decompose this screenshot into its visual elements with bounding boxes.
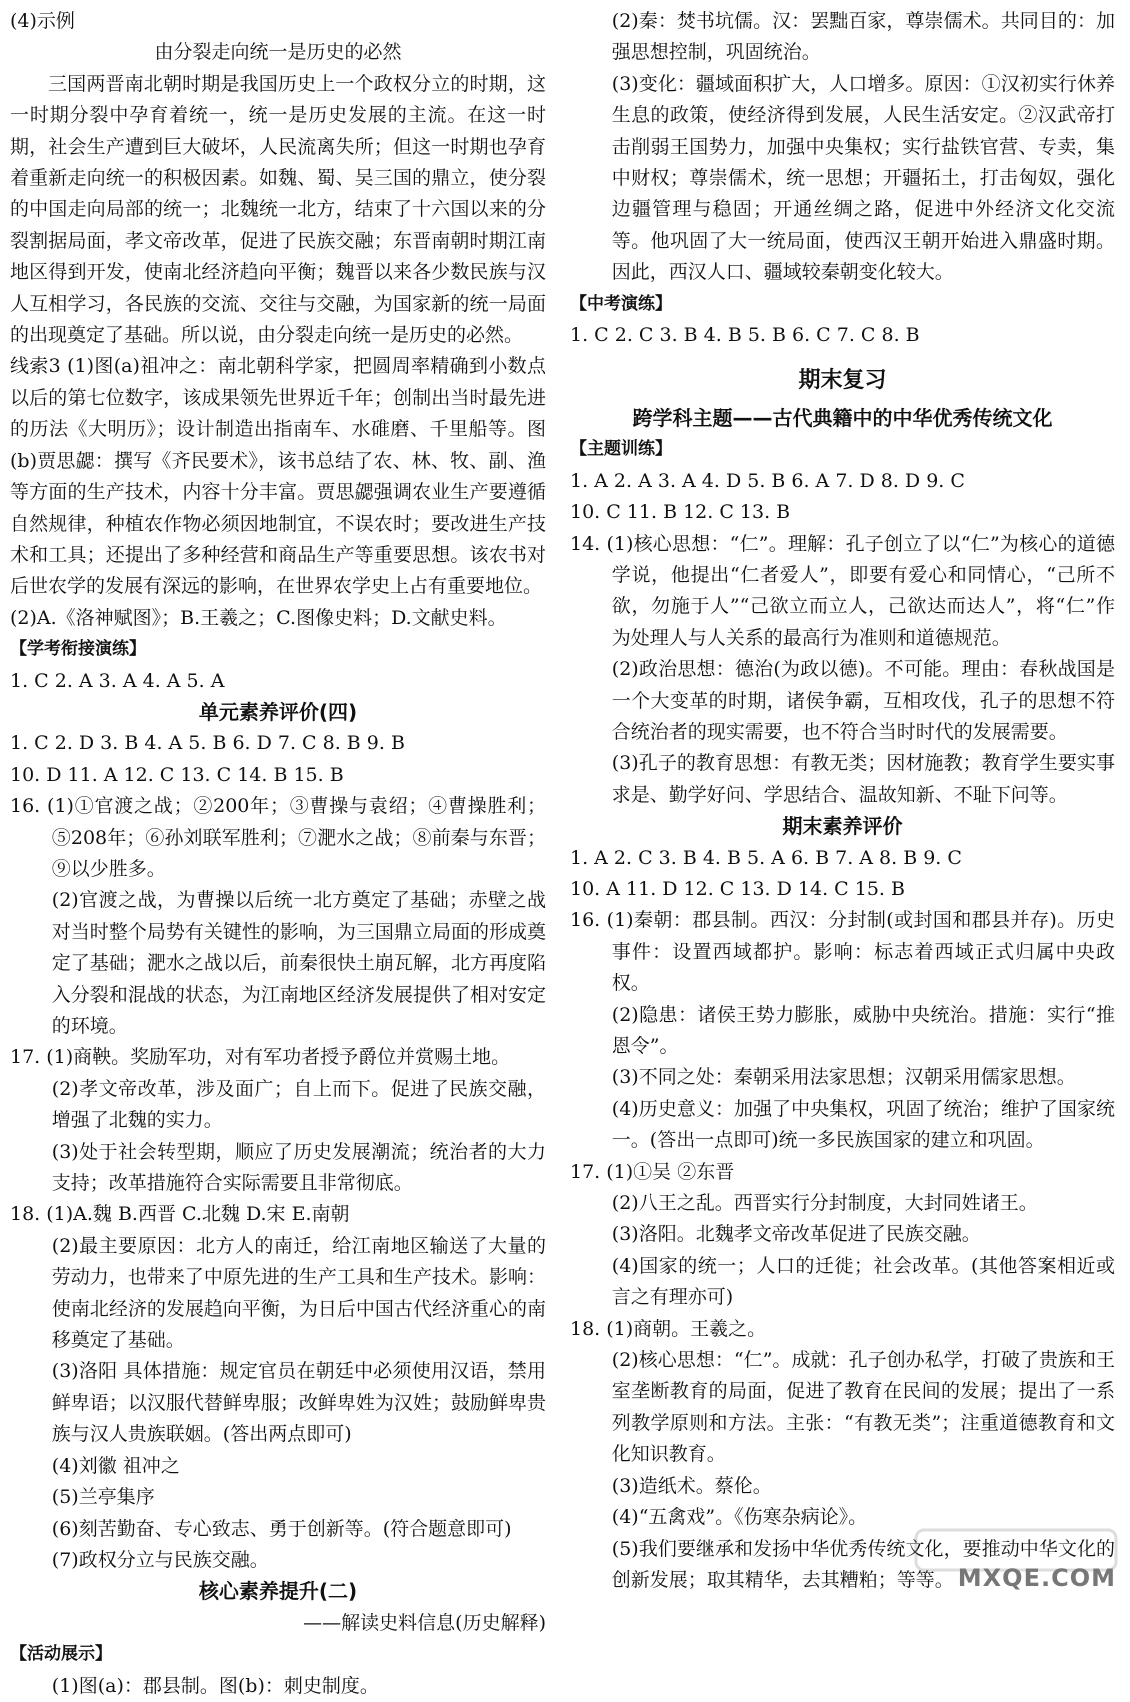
final-q17-part-1: 17. (1)①吴 ②东晋 — [570, 1160, 735, 1183]
final-q18-part-5: (5)我们要继承和发扬中华优秀传统文化，要推动中华文化的创新发展；取其精华，去其糟粕；等等。 — [611, 1537, 1115, 1591]
section-label-theme: 【主题训练】 — [570, 439, 672, 460]
choice-answers: 10. C 11. B 12. C 13. B — [570, 501, 791, 524]
q17-part-3: (3)处于社会转型期，顺应了历史发展潮流；统治者的大力支持；改革措施符合实际需要且非常彻底。 — [51, 1140, 546, 1195]
q18-part-6: (6)刻苦勤奋、专心致志、勇于创新等。(符合题意即可) — [51, 1517, 512, 1540]
final-q18-part-3: (3)造纸术。蔡伦。 — [611, 1474, 772, 1497]
choice-answers: 1. C 2. A 3. A 4. A 5. A — [10, 669, 225, 692]
clue-3-part-2: (2)A.《洛神赋图》；B.王羲之；C.图像史料；D.文献史料。 — [10, 606, 507, 629]
section-label-zhongkao: 【中考演练】 — [570, 293, 672, 314]
core-literacy-subheading: ——解读史料信息(历史解释) — [303, 1611, 546, 1634]
section-label-activity: 【活动展示】 — [10, 1644, 112, 1665]
core-literacy-heading: 核心素养提升(二) — [198, 1579, 358, 1604]
q14-part-1: 14. (1)核心思想：“仁”。理解：孔子创立了以“仁”为核心的道德学说，他提出“仁者爱人”，即要有爱心和同情心，“己所不欲，勿施于人”“己欲立而立人，己欲达而达人”，将“仁”作为处理人与人关系的最高行为准则和道德规范。 — [570, 532, 1115, 649]
final-q18-part-2: (2)核心思想：“仁”。成就：孔子创办私学，打破了贵族和王室垄断教育的局面，促进了教育在民间的发展；提出了一系列教学原则和方法。主张：“有教无类”；注重道德教育和文化知识教育。 — [611, 1349, 1115, 1466]
choice-answers: 1. C 2. D 3. B 4. A 5. B 6. D 7. C 8. B 9. B — [10, 732, 405, 755]
choice-answers: 10. A 11. D 12. C 13. D 14. C 15. B — [570, 877, 905, 900]
choice-answers: 1. A 2. A 3. A 4. D 5. B 6. A 7. D 8. D 9. C — [570, 469, 965, 492]
unit-evaluation-4-heading: 单元素养评价(四) — [198, 699, 358, 724]
final-q18-part-1: 18. (1)商朝。王羲之。 — [570, 1317, 767, 1340]
activity-answer-1: (1)图(a)：郡县制。图(b)：刺史制度。 — [51, 1674, 379, 1697]
final-review-heading: 期末复习 — [798, 368, 887, 394]
q18-part-2: (2)最主要原因：北方人的南迁，给江南地区输送了大量的劳动力，也带来了中原先进的生产工具和生产技术。影响：使南北经济的发展趋向平衡，为日后中国古代经济重心的南移奠定了基础。 — [51, 1234, 546, 1352]
final-q16-part-2: (2)隐患：诸侯王势力膨胀，威胁中央统治。措施：实行“推恩令”。 — [611, 1003, 1115, 1057]
clue-3-answer: 线索3 (1)图(a)祖冲之：南北朝科学家，把圆周率精确到小数点以后的第七位数字，该成果领先世界近千年；创制出当时最先进的历法《大明历》；设计制造出指南车、水碓磨、千里船等。图(b)贾思勰：撰写《齐民要术》，该书总结了农、林、牧、副、渔等方面的生产技术，内容十分丰富。贾思勰强调农业生产要遵循自然规律，种植农作物必须因地制宜，不误农时；要改进生产技术和工具；还提出了多种经营和商品生产等重要思想。该农书对后世农学的发展有深远的影响，在世界农学史上占有重要地位。 — [10, 355, 546, 598]
choice-answers: 1. C 2. C 3. B 4. B 5. B 6. C 7. C 8. B — [570, 324, 920, 347]
watermark-text: MXQE.COM — [957, 1563, 1116, 1592]
final-q16-part-4: (4)历史意义：加强了中央集权，巩固了统治；维护了国家统一。(答出一点即可)统一多民族国家的建立和巩固。 — [611, 1097, 1115, 1152]
final-q17-part-3: (3)洛阳。北魏孝文帝改革促进了民族交融。 — [611, 1223, 981, 1246]
cross-subject-heading: 跨学科主题——古代典籍中的中华优秀传统文化 — [632, 405, 1053, 430]
choice-answers: 1. A 2. C 3. B 4. B 5. A 6. B 7. A 8. B 9. C — [570, 846, 962, 869]
final-q18-part-4: (4)“五禽戏”。《伤寒杂病论》。 — [611, 1506, 868, 1529]
choice-answers: 10. D 11. A 12. C 13. C 14. B 15. B — [10, 763, 344, 786]
activity-answer-3: (3)变化：疆域面积扩大，人口增多。原因：①汉初实行休养生息的政策，使经济得到发展，人民生活安定。②汉武帝打击削弱王国势力，加强中央集权；实行盐铁官营、专卖，集中财权；尊崇儒术，统一思想；开疆拓土，打击匈奴，强化边疆管理与稳固；开通丝绸之路，促进中外经济文化交流等。他巩固了大一统局面，使西汉王朝开始进入鼎盛时期。因此，西汉人口、疆域较秦朝变化较大。 — [611, 72, 1115, 284]
q14-part-2: (2)政治思想：德治(为政以德)。不可能。理由：春秋战国是一个大变革的时期，诸侯争霸，互相攻伐，孔子的思想不符合统治者的现实需要，也不符合当时时代的发展需要。 — [611, 658, 1115, 743]
final-q16-part-3: (3)不同之处：秦朝采用法家思想；汉朝采用儒家思想。 — [611, 1066, 1076, 1089]
q18-part-3: (3)洛阳 具体措施：规定官员在朝廷中必须使用汉语，禁用鲜卑语；以汉服代替鲜卑服；改鲜卑姓为汉姓；鼓励鲜卑贵族与汉人贵族联姻。(答出两点即可) — [51, 1360, 546, 1446]
example-label: (4)示例 — [10, 10, 75, 32]
final-q17-part-2: (2)八王之乱。西晋实行分封制度，大封同姓诸王。 — [611, 1192, 1038, 1215]
q17-part-1: 17. (1)商鞅。奖励军功，对有军功者授予爵位并赏赐土地。 — [10, 1046, 511, 1069]
final-q16-part-1: 16. (1)秦朝：郡县制。西汉：分封制(或封国和郡县并存)。历史事件：设置西域都护。影响：标志着西域正式归属中央政权。 — [570, 909, 1115, 995]
q18-part-4: (4)刘徽 祖冲之 — [51, 1454, 180, 1477]
q18-part-7: (7)政权分立与民族交融。 — [51, 1548, 269, 1571]
essay-title: 由分裂走向统一是历史的必然 — [154, 41, 402, 64]
right-column — [570, 6, 1115, 1596]
final-evaluation-heading: 期末素养评价 — [782, 814, 903, 839]
essay-body: 三国两晋南北朝时期是我国历史上一个政权分立的时期，这一时期分裂中孕育着统一，统一是历史发展的主流。在这一时期，社会生产遭到巨大破坏，人民流离失所；但这一时期也孕育着重新走向统一的积极因素。如魏、蜀、吴三国的鼎立，使分裂的中国走向局部的统一；北魏统一北方，结束了十六国以来的分裂割据局面，孝文帝改革，促进了民族交融；东晋南朝时期江南地区得到开发，使南北经济趋向平衡；魏晋以来各少数民族与汉人互相学习，各民族的交流、交往与交融，为国家新的统一局面的出现奠定了基础。所以说，由分裂走向统一是历史的必然。 — [10, 72, 546, 347]
q18-part-5: (5)兰亭集序 — [51, 1486, 155, 1509]
q14-part-3: (3)孔子的教育思想：有教无类；因材施教；教育学生要实事求是、勤学好问、学思结合、温故知新、不耻下问等。 — [611, 752, 1115, 806]
left-column — [10, 6, 546, 1702]
q17-part-2: (2)孝文帝改革，涉及面广；自上而下。促进了民族交融，增强了北魏的实力。 — [51, 1077, 546, 1132]
q18-part-1: 18. (1)A.魏 B.西晋 C.北魏 D.宋 E.南朝 — [10, 1203, 350, 1226]
section-label-xuekao: 【学考衔接演练】 — [10, 639, 146, 660]
activity-answer-2: (2)秦：焚书坑儒。汉：罢黜百家，尊崇儒术。共同目的：加强思想控制，巩固统治。 — [611, 10, 1115, 64]
q16-part-1: 16. (1)①官渡之战；②200年；③曹操与袁绍；④曹操胜利；⑤208年；⑥孙刘联军胜利；⑦淝水之战；⑧前秦与东晋；⑨以少胜多。 — [10, 795, 546, 880]
q16-part-2: (2)官渡之战，为曹操以后统一北方奠定了基础；赤壁之战对当时整个局势有关键性的影响，为三国鼎立局面的形成奠定了基础；淝水之战以后，前秦很快土崩瓦解，北方再度陷入分裂和混战的状态，为江南地区经济发展提供了相对安定的环境。 — [51, 889, 546, 1037]
final-q17-part-4: (4)国家的统一；人口的迁徙；社会改革。(其他答案相近或言之有理亦可) — [611, 1254, 1115, 1309]
